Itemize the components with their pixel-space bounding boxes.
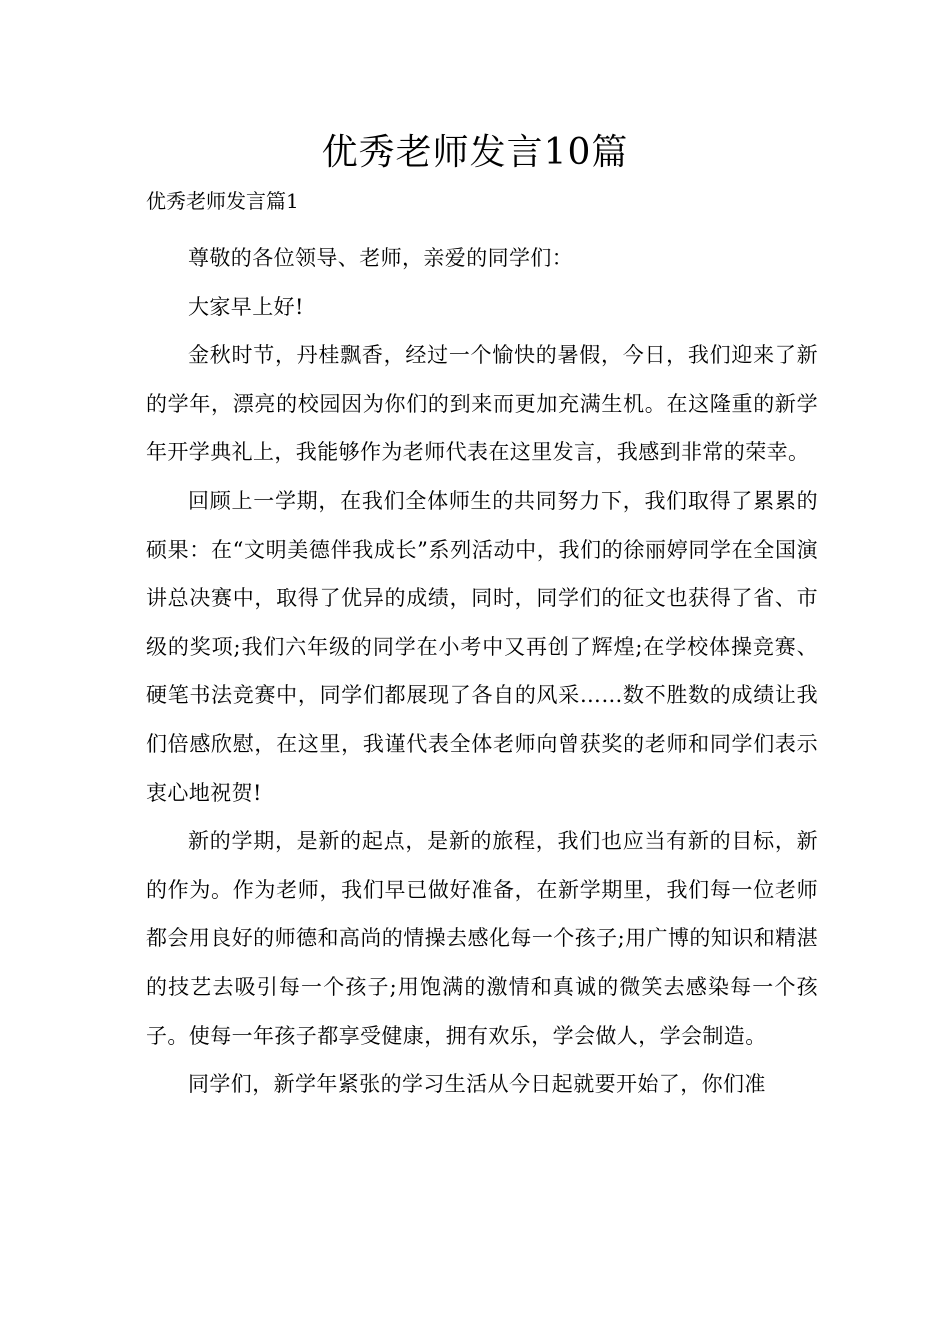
paragraph-salutation: 尊敬的各位领导、老师，亲爱的同学们： [188, 246, 574, 270]
document-title: 优秀老师发言10篇 [321, 132, 629, 173]
paragraph-review: 回顾上一学期，在我们全体师生的共同努力下，我们取得了累累的硕果：在“文明美德伴我成长”系列活动中，我们的徐丽婷同学在全国演讲总决赛中，取得了优异的成绩，同时，同学们的征文也获得了省、市级的奖项;我们六年级的同学在小考中又再创了辉煌;在学校体操竞赛、硬笔书法竞赛中，同学们都展现了各自的风采……数不胜数的成绩让我们倍感欣慰，在这里，我谨代表全体老师向曾获奖的老师和同学们表示衷心地祝贺! [146, 488, 818, 805]
section-heading: 优秀老师发言篇1 [146, 189, 299, 213]
document-body [146, 234, 818, 1109]
paragraph-students: 同学们，新学年紧张的学习生活从今日起就要开始了，你们准 [188, 1072, 766, 1097]
paragraph-new-term: 新的学期，是新的起点，是新的旅程，我们也应当有新的目标，新的作为。作为老师，我们早已做好准备，在新学期里，我们每一位老师都会用良好的师德和高尚的情操去感化每一个孩子;用广博的知识和精湛的技艺去吸引每一个孩子;用饱满的激情和真诚的微笑去感染每一个孩子。使每一年孩子都享受健康，拥有欢乐，学会做人，学会制造。 [146, 829, 818, 1048]
paragraph-greeting: 大家早上好! [188, 294, 304, 319]
paragraph-opening: 金秋时节，丹桂飘香，经过一个愉快的暑假，今日，我们迎来了新的学年，漂亮的校园因为你们的到来而更加充满生机。在这隆重的新学年开学典礼上，我能够作为老师代表在这里发言，我感到非常的荣幸。 [146, 343, 818, 465]
